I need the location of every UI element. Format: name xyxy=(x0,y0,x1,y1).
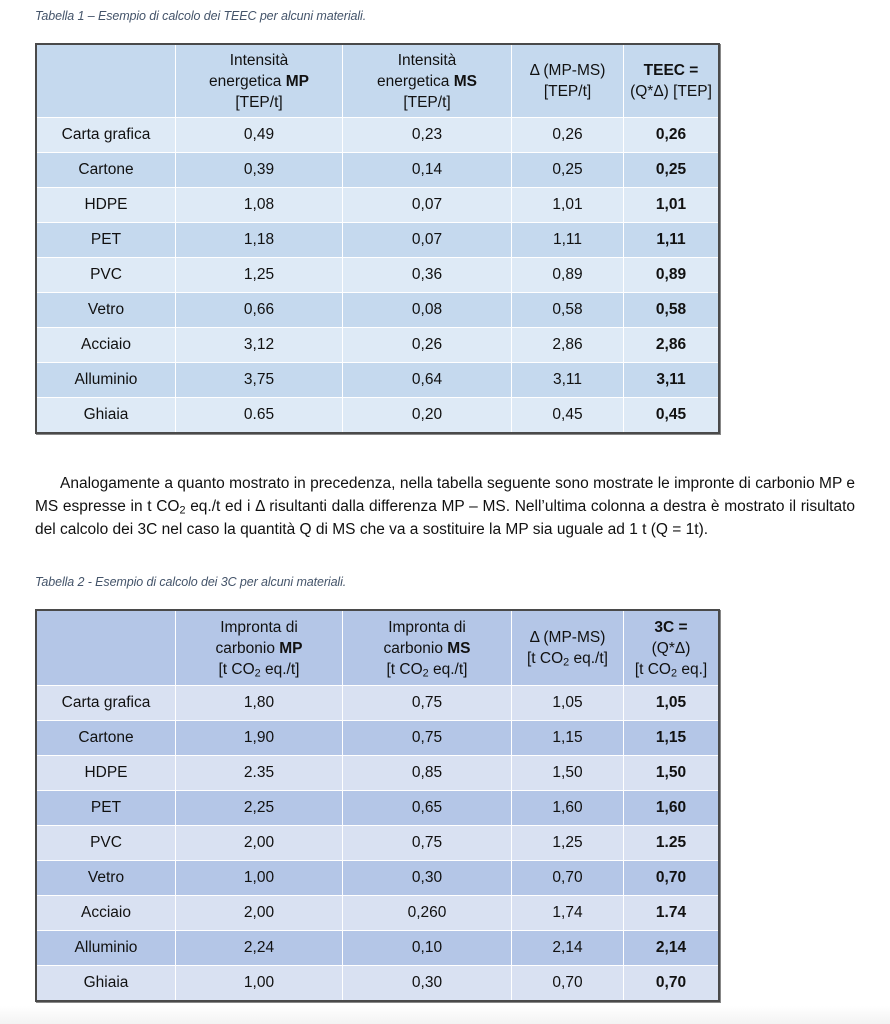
table-row xyxy=(36,931,719,966)
cell-mp: 0,49 xyxy=(176,118,343,153)
cell-material: HDPE xyxy=(36,188,176,223)
header-unit: eq./t] xyxy=(260,660,300,678)
table-row xyxy=(36,293,719,328)
cell-ms: 0,36 xyxy=(343,258,512,293)
header-bold: MS xyxy=(453,72,477,90)
subscript: 2 xyxy=(179,504,186,517)
cell-mp: 3,75 xyxy=(176,363,343,398)
header-unit: (Q*Δ) [TEP] xyxy=(630,83,712,100)
table-row xyxy=(36,188,719,223)
header-line: carbonio xyxy=(215,639,280,657)
cell-delta: 0,70 xyxy=(512,861,624,896)
header-line: Intensità xyxy=(397,51,457,69)
header-delta xyxy=(512,44,624,118)
header-line: (Q*Δ) xyxy=(651,639,691,657)
page-bottom-edge xyxy=(0,1006,890,1024)
cell-material: Carta grafica xyxy=(36,686,176,721)
cell-result: 0,58 xyxy=(624,293,720,328)
table-header-row xyxy=(36,610,719,686)
cell-material: Alluminio xyxy=(36,931,176,966)
header-ms xyxy=(343,610,512,686)
header-mp xyxy=(176,610,343,686)
table-row xyxy=(36,398,719,434)
header-line: Intensità xyxy=(229,51,289,69)
cell-material: Alluminio xyxy=(36,363,176,398)
header-unit: [t CO xyxy=(527,650,564,667)
table-row xyxy=(36,756,719,791)
cell-ms: 0,23 xyxy=(343,118,512,153)
cell-mp: 2,00 xyxy=(176,896,343,931)
header-bold: TEEC = xyxy=(643,62,699,79)
cell-result: 0,26 xyxy=(624,118,720,153)
subscript: 2 xyxy=(422,667,429,680)
cell-ms: 0,20 xyxy=(343,398,512,434)
cell-result: 1,50 xyxy=(624,756,720,791)
subscript: 2 xyxy=(670,667,678,680)
cell-delta: 0,89 xyxy=(512,258,624,293)
teec-table xyxy=(35,43,720,434)
body-paragraph xyxy=(35,472,855,541)
cell-material: Acciaio xyxy=(36,328,176,363)
cell-ms: 0,75 xyxy=(343,721,512,756)
cell-ms: 0,75 xyxy=(343,686,512,721)
header-bold: MP xyxy=(279,639,303,657)
table-row xyxy=(36,118,719,153)
cell-delta: 1,50 xyxy=(512,756,624,791)
table-row xyxy=(36,686,719,721)
cell-material: PET xyxy=(36,223,176,258)
cell-ms: 0,75 xyxy=(343,826,512,861)
cell-delta: 0,26 xyxy=(512,118,624,153)
cell-mp: 0,66 xyxy=(176,293,343,328)
cell-ms: 0,08 xyxy=(343,293,512,328)
cell-result: 0,45 xyxy=(624,398,720,434)
table-row xyxy=(36,363,719,398)
table1-caption: Tabella 1 – Esempio di calcolo dei TEEC per alcuni materiali. xyxy=(35,9,367,23)
header-ms xyxy=(343,44,512,118)
subscript: 2 xyxy=(563,656,570,669)
cell-result: 2,14 xyxy=(624,931,720,966)
header-line: energetica xyxy=(209,72,286,90)
table-row xyxy=(36,223,719,258)
cell-result: 0,25 xyxy=(624,153,720,188)
cell-mp: 2.35 xyxy=(176,756,343,791)
cell-result: 1,01 xyxy=(624,188,720,223)
table-row xyxy=(36,791,719,826)
header-bold: MP xyxy=(285,72,309,90)
cell-result: 1,11 xyxy=(624,223,720,258)
cell-result: 0,89 xyxy=(624,258,720,293)
cell-delta: 2,86 xyxy=(512,328,624,363)
header-3c xyxy=(624,610,720,686)
cell-delta: 1,25 xyxy=(512,826,624,861)
cell-delta: 2,14 xyxy=(512,931,624,966)
cell-result: 1,15 xyxy=(624,721,720,756)
cell-result: 1,60 xyxy=(624,791,720,826)
header-material xyxy=(36,44,176,118)
cell-ms: 0,10 xyxy=(343,931,512,966)
cell-delta: 0,70 xyxy=(512,966,624,1002)
header-unit: [t CO xyxy=(218,660,255,678)
header-teec xyxy=(624,44,720,118)
cell-mp: 0,39 xyxy=(176,153,343,188)
header-line: carbonio xyxy=(383,639,448,657)
cell-delta: 1,11 xyxy=(512,223,624,258)
cell-delta: 1,15 xyxy=(512,721,624,756)
cell-ms: 0,26 xyxy=(343,328,512,363)
header-bold: MS xyxy=(447,639,471,657)
header-line: Impronta di xyxy=(220,618,298,636)
header-line: Impronta di xyxy=(388,618,466,636)
header-unit: eq.] xyxy=(677,660,708,678)
cell-delta: 0,58 xyxy=(512,293,624,328)
cell-ms: 0,85 xyxy=(343,756,512,791)
carbon-footprint-table xyxy=(35,609,720,1002)
cell-material: Vetro xyxy=(36,861,176,896)
cell-result: 1,05 xyxy=(624,686,720,721)
header-bold: 3C = xyxy=(654,618,688,636)
cell-mp: 1,90 xyxy=(176,721,343,756)
cell-ms: 0,64 xyxy=(343,363,512,398)
cell-mp: 2,00 xyxy=(176,826,343,861)
cell-material: Carta grafica xyxy=(36,118,176,153)
table-row xyxy=(36,826,719,861)
cell-material: Acciaio xyxy=(36,896,176,931)
table-row xyxy=(36,258,719,293)
cell-ms: 0,07 xyxy=(343,223,512,258)
cell-ms: 0,30 xyxy=(343,861,512,896)
cell-mp: 3,12 xyxy=(176,328,343,363)
cell-material: HDPE xyxy=(36,756,176,791)
cell-mp: 1,80 xyxy=(176,686,343,721)
subscript: 2 xyxy=(254,667,261,680)
cell-delta: 1,05 xyxy=(512,686,624,721)
cell-mp: 1,00 xyxy=(176,861,343,896)
cell-material: Cartone xyxy=(36,153,176,188)
cell-mp: 2,25 xyxy=(176,791,343,826)
table2-caption: Tabella 2 - Esempio di calcolo dei 3C per alcuni materiali. xyxy=(35,575,347,589)
header-line: energetica xyxy=(377,72,454,90)
cell-material: PET xyxy=(36,791,176,826)
cell-ms: 0,260 xyxy=(343,896,512,931)
cell-mp: 2,24 xyxy=(176,931,343,966)
paragraph-text: eq./t ed i Δ risultanti dalla differenza MP – MS. Nell’ultima colonna a destra è mostrato il risultato del calcolo dei 3C nel caso la quantità Q di MS che va a sostituire la MP sia uguale ad 1 t (Q = 1t). xyxy=(35,498,855,538)
cell-delta: 3,11 xyxy=(512,363,624,398)
table-row xyxy=(36,896,719,931)
cell-delta: 1,60 xyxy=(512,791,624,826)
cell-ms: 0,30 xyxy=(343,966,512,1002)
header-unit: [t CO xyxy=(386,660,423,678)
header-unit: [t CO xyxy=(634,660,671,678)
header-line: Δ (MP-MS) xyxy=(529,629,606,646)
table-row xyxy=(36,721,719,756)
header-mp xyxy=(176,44,343,118)
header-unit: [TEP/t] xyxy=(403,93,451,111)
cell-ms: 0,65 xyxy=(343,791,512,826)
cell-mp: 0.65 xyxy=(176,398,343,434)
cell-mp: 1,08 xyxy=(176,188,343,223)
header-unit: eq./t] xyxy=(569,650,608,667)
cell-result: 2,86 xyxy=(624,328,720,363)
cell-material: Ghiaia xyxy=(36,398,176,434)
header-line: Δ (MP-MS) xyxy=(529,62,606,79)
cell-result: 0,70 xyxy=(624,966,720,1002)
cell-delta: 1,01 xyxy=(512,188,624,223)
cell-mp: 1,25 xyxy=(176,258,343,293)
cell-result: 1.25 xyxy=(624,826,720,861)
cell-material: PVC xyxy=(36,826,176,861)
header-unit: [TEP/t] xyxy=(543,83,592,100)
header-delta xyxy=(512,610,624,686)
header-unit: eq./t] xyxy=(428,660,468,678)
table-row xyxy=(36,966,719,1002)
table-header-row xyxy=(36,44,719,118)
table-row xyxy=(36,153,719,188)
cell-result: 0,70 xyxy=(624,861,720,896)
header-unit: [TEP/t] xyxy=(235,93,283,111)
header-material xyxy=(36,610,176,686)
cell-result: 1.74 xyxy=(624,896,720,931)
paragraph-text: Analogamente a quanto mostrato in precedenza, nella tabella seguente sono mostrate le impronte di carbonio MP e MS espresse in t CO xyxy=(35,475,855,515)
table-row xyxy=(36,861,719,896)
cell-mp: 1,00 xyxy=(176,966,343,1002)
cell-result: 3,11 xyxy=(624,363,720,398)
cell-mp: 1,18 xyxy=(176,223,343,258)
cell-material: PVC xyxy=(36,258,176,293)
cell-material: Cartone xyxy=(36,721,176,756)
table-row xyxy=(36,328,719,363)
cell-delta: 1,74 xyxy=(512,896,624,931)
cell-delta: 0,45 xyxy=(512,398,624,434)
cell-ms: 0,07 xyxy=(343,188,512,223)
cell-delta: 0,25 xyxy=(512,153,624,188)
cell-ms: 0,14 xyxy=(343,153,512,188)
cell-material: Ghiaia xyxy=(36,966,176,1002)
cell-material: Vetro xyxy=(36,293,176,328)
